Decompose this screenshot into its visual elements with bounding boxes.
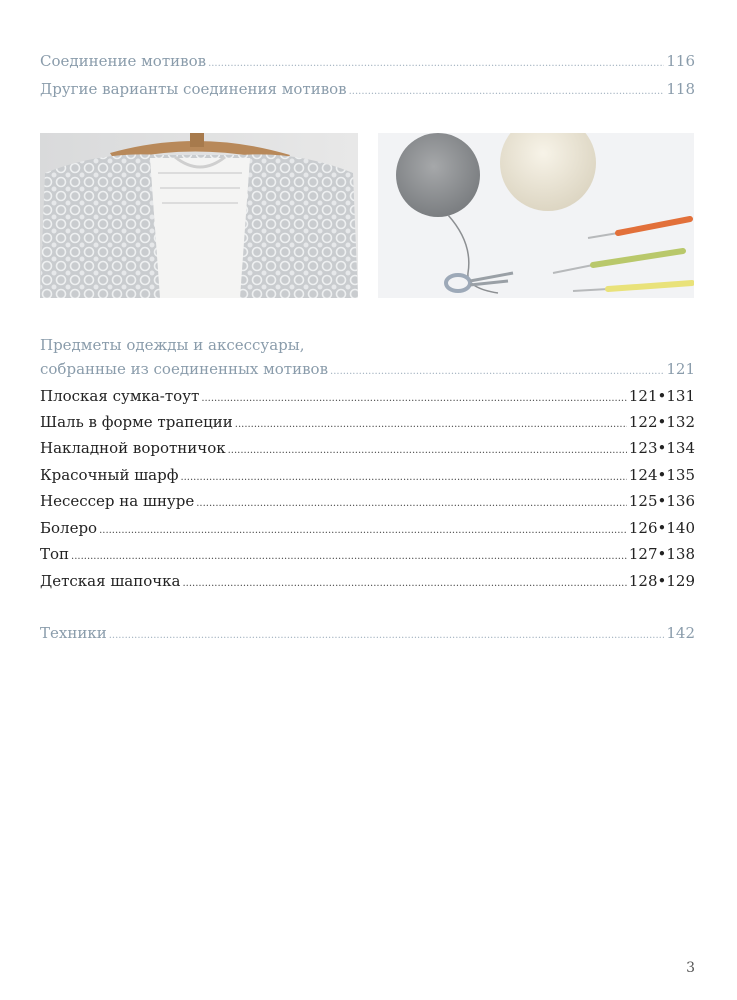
- toc-item-title: Красочный шарф: [40, 466, 179, 484]
- toc-item-page: 126•140: [628, 519, 695, 537]
- dot-leader: [71, 550, 627, 564]
- toc-item-title: Несессер на шнуре: [40, 492, 195, 510]
- dot-leader: [228, 444, 627, 458]
- toc-item-top[interactable]: [40, 543, 695, 565]
- toc-item-page: 122•132: [628, 413, 695, 431]
- toc-item-page: 127•138: [628, 545, 695, 563]
- toc-entry-joining-motifs[interactable]: [40, 50, 695, 72]
- toc-item-colorful-scarf[interactable]: [40, 464, 695, 486]
- dot-leader: [201, 392, 627, 406]
- yarn-hooks-image: [378, 133, 694, 298]
- toc-entry-other-joining-variants[interactable]: [40, 78, 695, 100]
- dot-leader: [182, 577, 626, 591]
- lace-blouse-image: [40, 133, 358, 298]
- toc-item-tote-bag[interactable]: [40, 385, 695, 407]
- dot-leader: [330, 365, 664, 379]
- toc-entry-page: 116: [666, 52, 695, 70]
- toc-entry-techniques[interactable]: [40, 622, 695, 644]
- toc-item-title: Накладной воротничок: [40, 439, 226, 457]
- toc-item-trapezoid-shawl[interactable]: [40, 411, 695, 433]
- toc-item-title: Болеро: [40, 519, 98, 537]
- photo-yarn-and-hooks: [378, 133, 694, 298]
- section-title-line1: Предметы одежды и аксессуары,: [40, 336, 305, 354]
- dot-leader: [196, 497, 627, 511]
- dot-leader: [180, 471, 626, 485]
- dot-leader: [235, 418, 627, 432]
- toc-item-collar[interactable]: [40, 437, 695, 459]
- toc-item-title: Топ: [40, 545, 70, 563]
- toc-entry-page: 142: [666, 624, 695, 642]
- dot-leader: [349, 85, 665, 99]
- toc-item-title: Детская шапочка: [40, 572, 181, 590]
- dot-leader: [99, 524, 627, 538]
- toc-section-garments-accessories[interactable]: [40, 358, 695, 380]
- toc-item-kids-hat[interactable]: [40, 570, 695, 592]
- dot-leader: [208, 57, 664, 71]
- toc-item-page: 128•129: [628, 572, 695, 590]
- toc-item-cord-pouch[interactable]: [40, 490, 695, 512]
- toc-item-page: 125•136: [628, 492, 695, 510]
- toc-entry-title: Соединение мотивов: [40, 52, 207, 70]
- toc-item-title: Шаль в форме трапеции: [40, 413, 233, 431]
- toc-entry-title: Другие варианты соединения мотивов: [40, 80, 347, 98]
- toc-item-bolero[interactable]: [40, 517, 695, 539]
- toc-section-title-line2: собранные из соединенных мотивов: [40, 360, 329, 378]
- toc-item-page: 124•135: [628, 466, 695, 484]
- toc-section-page: 121: [666, 360, 695, 378]
- dot-leader: [109, 629, 665, 643]
- toc-item-title: Плоская сумка-тоут: [40, 387, 200, 405]
- toc-item-page: 121•131: [628, 387, 695, 405]
- toc-entry-page: 118: [666, 80, 695, 98]
- toc-entry-title: Техники: [40, 624, 107, 642]
- page-number: 3: [686, 960, 695, 976]
- photo-lace-blouse: [40, 133, 358, 298]
- toc-item-page: 123•134: [628, 439, 695, 457]
